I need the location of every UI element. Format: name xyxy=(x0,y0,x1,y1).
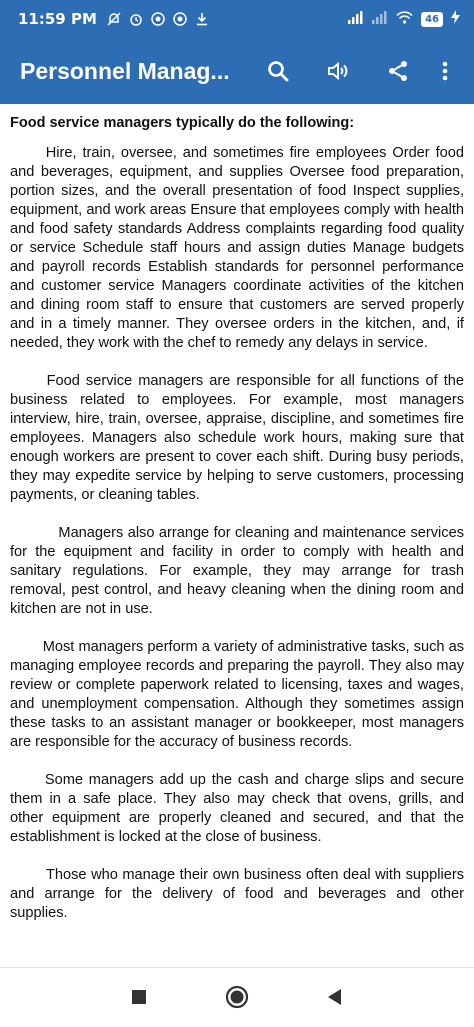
wifi-icon xyxy=(396,11,413,28)
search-button[interactable] xyxy=(248,47,308,95)
article-paragraph xyxy=(10,524,464,619)
article-content[interactable] xyxy=(0,104,474,967)
article-paragraph xyxy=(10,144,464,353)
paragraph-text: Most managers perform a variety of administrative tasks, such as managing employee records and preparing the payroll. They also may review or complete paperwork related to licensing, taxes and wages, and unemployment compensation. Although they sometimes assign these tasks to an assistant manager or bookkeeper, most managers are responsible for the accuracy of business records. xyxy=(10,639,465,750)
signal-icon xyxy=(348,11,364,28)
page-title: Personnel Manag... xyxy=(20,57,230,84)
share-button[interactable] xyxy=(368,47,428,95)
paragraph-indent xyxy=(10,639,43,655)
app-bar xyxy=(0,38,474,104)
article-heading: Food service managers typically do the following: xyxy=(10,115,355,131)
speaker-icon xyxy=(326,59,350,83)
article-paragraph xyxy=(10,866,464,923)
battery-icon: 46 xyxy=(421,12,443,27)
download-icon xyxy=(195,12,209,26)
recents-button[interactable] xyxy=(126,984,152,1010)
home-button[interactable] xyxy=(224,984,250,1010)
paragraph-indent xyxy=(10,373,47,389)
paragraph-text: Those who manage their own business often deal with suppliers and arrange for the delivery of food and beverages and other supplies. xyxy=(10,867,464,921)
paragraph-text: Food service managers are responsible for all functions of the business related to employees. For example, most managers interview, hire, train, oversee, appraise, discipline, and sometimes fire employees. Managers also schedule work hours, making sure that enough workers are present to cover each shift. During busy periods, they may expedite service by helping to serve customers, processing payments, or cleaning tables. xyxy=(10,373,465,503)
more-options-button[interactable] xyxy=(428,47,462,95)
app-notification-icon xyxy=(173,12,187,26)
article-paragraph xyxy=(10,638,464,752)
share-icon xyxy=(386,59,410,83)
app-bar-actions xyxy=(248,47,462,95)
article-paragraph xyxy=(10,372,464,505)
paragraph-indent xyxy=(10,772,45,788)
recents-square-icon xyxy=(126,984,152,1010)
status-icons-right xyxy=(348,10,460,28)
charging-icon xyxy=(451,10,460,28)
paragraph-indent xyxy=(10,867,46,883)
home-circle-icon xyxy=(224,984,250,1010)
back-button[interactable] xyxy=(322,984,348,1010)
muted-notifications-icon xyxy=(107,12,121,26)
paragraph-text: Managers also arrange for cleaning and maintenance services for the equipment and facility in order to comply with health and sanitary regulations. For example, they may arrange for trash removal, pest control, and heavy cleaning when the dining room and kitchen are not in use. xyxy=(10,525,464,617)
signal-icon xyxy=(372,11,388,28)
status-time: 11:59 PM xyxy=(18,10,97,28)
paragraph-text: Hire, train, oversee, and sometimes fire employees Order food and beverages, equipment, and supplies Oversee food preparation, portion sizes, and the overall presentation of food Inspect supplies, equipment, and work areas Ensure that employees comply with health and food safety standards Address complaints regarding food quality or service Schedule staff hours and assign duties Manage budgets and payroll records Establish standards for personnel performance and customer service Managers coordinate activities of the kitchen and dining room staff to ensure that customers are served properly and in a timely manner. They oversee orders in the kitchen, and, if needed, they work with the chef to remedy any delays in service. xyxy=(10,145,465,351)
read-aloud-button[interactable] xyxy=(308,47,368,95)
back-triangle-icon xyxy=(322,984,348,1010)
alarm-icon xyxy=(129,12,143,26)
article-paragraph xyxy=(10,771,464,847)
search-icon xyxy=(266,59,290,83)
app-notification-icon xyxy=(151,12,165,26)
paragraph-text: Some managers add up the cash and charge slips and secure them in a safe place. They also may check that ovens, grills, and other equipment are properly cleaned and secured, and that the establishment is locked at the close of business. xyxy=(10,772,465,845)
paragraph-indent xyxy=(10,145,46,161)
paragraph-indent xyxy=(10,525,58,541)
status-icons-left xyxy=(107,12,209,26)
system-nav-bar xyxy=(0,967,474,1027)
status-bar xyxy=(0,0,474,38)
more-vert-icon xyxy=(441,59,449,83)
